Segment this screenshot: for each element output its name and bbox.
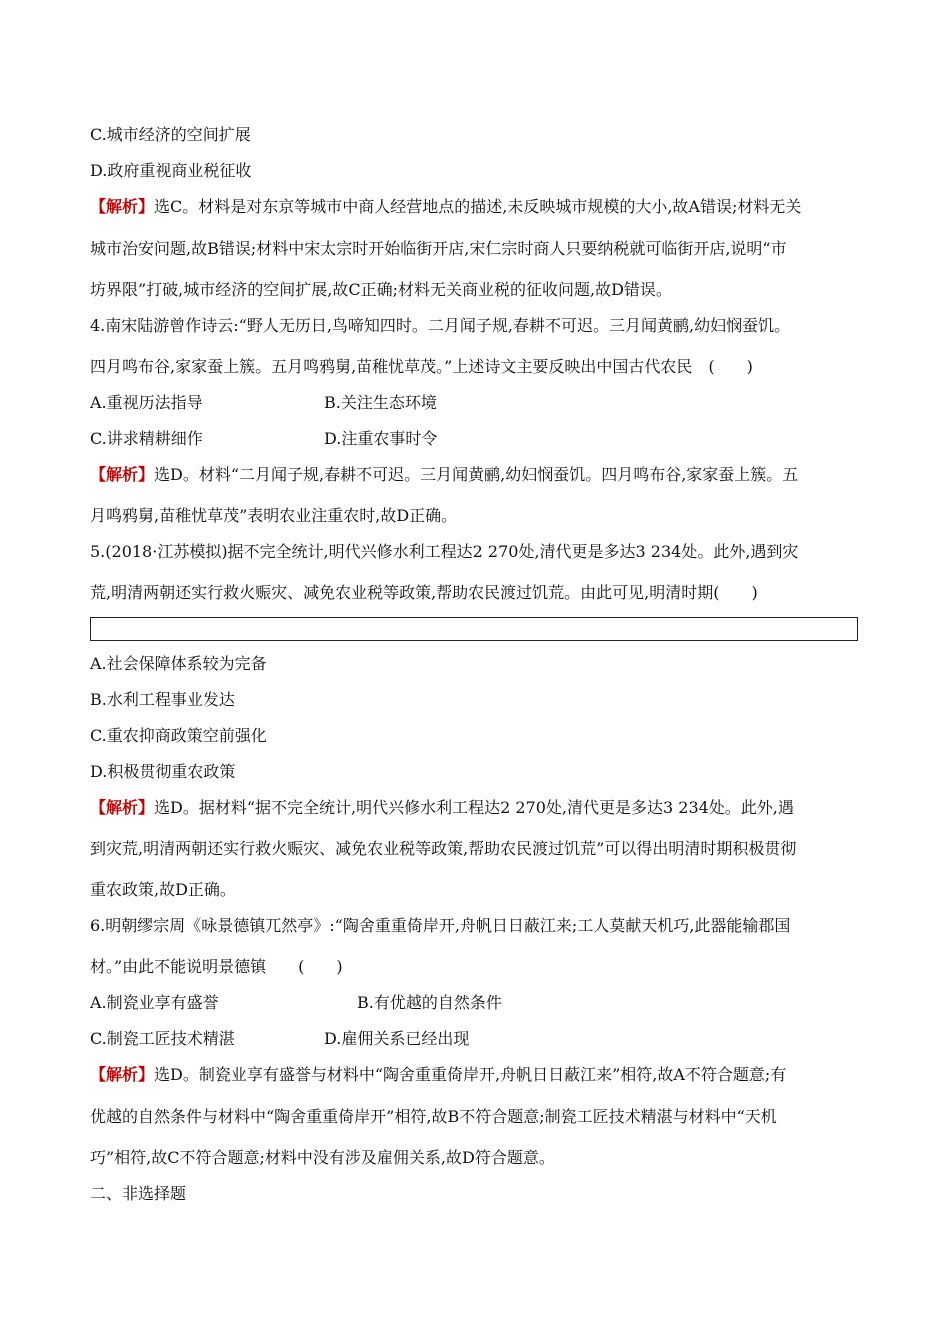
- q6-stem-line-2: 材。”由此不能说明景德镇 ( ): [90, 957, 343, 976]
- q6-option-d: D.雇佣关系已经出现: [324, 1029, 470, 1048]
- q5-analysis-line-2: 到灾荒,明清两朝还实行救火赈灾、减免农业税等政策,帮助农民渡过饥荒”可以得出明清时期积极贯彻: [90, 839, 797, 858]
- q4-option-c: C.讲求精耕细作: [90, 429, 203, 448]
- analysis-tag: 【解析】: [90, 465, 155, 484]
- answer-box: [90, 617, 858, 641]
- q4-option-b: B.关注生态环境: [324, 393, 437, 412]
- q5-analysis-line-1: 【解析】选D。据材料“据不完全统计,明代兴修水利工程达2 270处,清代更是多达3 234处。此外,遇: [90, 798, 794, 817]
- q4-analysis-line-1: 【解析】选D。材料“二月闻子规,春耕不可迟。三月闻黄鹂,幼妇悯蚕饥。四月鸣布谷,家家蚕上簇。五: [90, 465, 799, 484]
- analysis-tag: 【解析】: [90, 1065, 155, 1084]
- analysis-tag: 【解析】: [90, 798, 155, 817]
- q5-option-b: B.水利工程事业发达: [90, 690, 235, 709]
- analysis-tag: 【解析】: [90, 197, 155, 216]
- q4-stem-line-2: 四月鸣布谷,家家蚕上簇。五月鸣鸦舅,苗稚忧草茂。”上述诗文主要反映出中国古代农民 ( ): [90, 357, 753, 376]
- q6-analysis-line-2: 优越的自然条件与材料中“陶舍重重倚岸开”相符,故B不符合题意;制瓷工匠技术精湛与材料中“天机: [90, 1107, 777, 1126]
- q6-option-c: C.制瓷工匠技术精湛: [90, 1029, 235, 1048]
- q6-stem-line-1: 6.明朝缪宗周《咏景德镇兀然亭》:“陶舍重重倚岸开,舟帆日日蔽江来;工人莫献天机巧,此器能输郡国: [90, 916, 791, 935]
- q4-stem-line-1: 4.南宋陆游曾作诗云:“野人无历日,鸟啼知四时。二月闻子规,春耕不可迟。三月闻黄鹂,幼妇悯蚕饥。: [90, 316, 791, 335]
- q6-option-b: B.有优越的自然条件: [357, 993, 502, 1012]
- section-heading: 二、非选择题: [90, 1184, 187, 1203]
- q5-analysis-line-3: 重农政策,故D正确。: [90, 880, 236, 899]
- q3-analysis-line-1: 【解析】选C。材料是对东京等城市中商人经营地点的描述,未反映城市规模的大小,故A错误;材料无关: [90, 197, 802, 216]
- q4-option-a: A.重视历法指导: [90, 393, 203, 412]
- q3-option-d: D.政府重视商业税征收: [90, 161, 252, 180]
- q3-option-c: C.城市经济的空间扩展: [90, 125, 251, 144]
- q5-option-c: C.重农抑商政策空前强化: [90, 726, 267, 745]
- q5-stem-line-2: 荒,明清两朝还实行救火赈灾、减免农业税等政策,帮助农民渡过饥荒。由此可见,明清时期( ): [90, 583, 758, 602]
- q4-analysis-line-2: 月鸣鸦舅,苗稚忧草茂”表明农业注重农时,故D正确。: [90, 506, 458, 525]
- q3-analysis-line-3: 坊界限”打破,城市经济的空间扩展,故C正确;材料无关商业税的征收问题,故D错误。: [90, 280, 672, 299]
- q4-option-d: D.注重农事时令: [324, 429, 438, 448]
- q3-analysis-line-2: 城市治安问题,故B错误;材料中宋太宗时开始临街开店,宋仁宗时商人只要纳税就可临街开店,说明“市: [90, 239, 787, 258]
- q5-option-a: A.社会保障体系较为完备: [90, 654, 267, 673]
- q6-analysis-line-3: 巧”相符,故C不符合题意;材料中没有涉及雇佣关系,故D符合题意。: [90, 1148, 555, 1167]
- q5-option-d: D.积极贯彻重农政策: [90, 762, 236, 781]
- q5-stem-line-1: 5.(2018·江苏模拟)据不完全统计,明代兴修水利工程达2 270处,清代更是多达3 234处。此外,遇到灾: [90, 542, 799, 561]
- q6-analysis-line-1: 【解析】选D。制瓷业享有盛誉与材料中“陶舍重重倚岸开,舟帆日日蔽江来”相符,故A不符合题意;有: [90, 1065, 787, 1084]
- q6-option-a: A.制瓷业享有盛誉: [90, 993, 219, 1012]
